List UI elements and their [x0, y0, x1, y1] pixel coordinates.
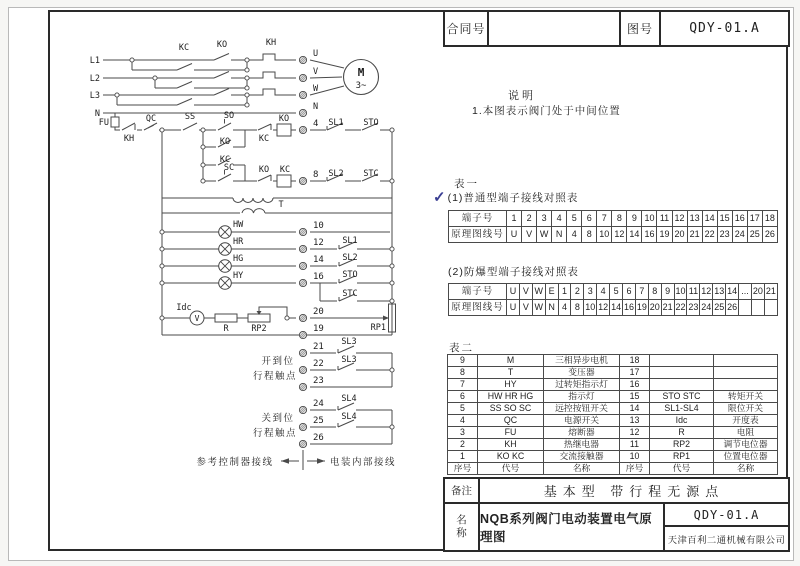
table-cell: 原理图线号: [449, 300, 507, 316]
caption-normal-terminals: (1)普通型端子接线对照表: [447, 192, 579, 204]
table-cell: 11: [620, 439, 650, 451]
table-cell: 10: [620, 451, 650, 463]
table-cell: 10: [674, 284, 687, 300]
table-cell: 21: [764, 284, 777, 300]
label-sl1-rung: SL1: [328, 118, 344, 128]
label-sl3-a: SL3: [341, 337, 357, 347]
label-stc-ind: STC: [342, 289, 358, 299]
table-cell: 26: [762, 227, 777, 243]
label-term-10: 10: [313, 221, 324, 231]
label-hg: HG: [233, 254, 244, 264]
label-term-23: 23: [313, 376, 324, 386]
table-cell: 序号: [620, 463, 650, 475]
table-cell: 端子号: [449, 284, 507, 300]
label-term-20: 20: [313, 307, 324, 317]
label-n-term: N: [313, 102, 319, 112]
label-kc-col: KC: [178, 43, 190, 53]
table-cell: 15: [620, 391, 650, 403]
motor-m-label: M: [357, 66, 365, 79]
table-cell: 19: [635, 300, 648, 316]
table-cell: 3: [537, 211, 552, 227]
table-cell: 20: [751, 284, 764, 300]
contract-no-value: [489, 12, 621, 45]
table-cell: Idc: [650, 415, 714, 427]
table-cell: 4: [558, 300, 571, 316]
table-cell: 12: [612, 227, 627, 243]
table-cell: 名称: [714, 463, 778, 475]
ex-terminal-table: [448, 283, 778, 316]
label-stc-rung: STC: [363, 169, 379, 179]
table-one-caption-normal-row: [433, 187, 578, 205]
table-cell: [714, 379, 778, 391]
table-cell: 14: [702, 211, 717, 227]
table-cell: 交流接触器: [544, 451, 620, 463]
label-hw: HW: [233, 220, 244, 230]
label-l2: L2: [89, 74, 100, 84]
drawing-no-label: 图号: [621, 12, 661, 45]
table-cell: 17: [747, 211, 762, 227]
name-label: 名称: [445, 504, 480, 550]
footer-title-block: [443, 477, 790, 552]
table-cell: FU: [478, 427, 544, 439]
lamp-hy: [219, 277, 232, 290]
table-cell: 9: [661, 284, 674, 300]
table-cell: SS SO SC: [478, 403, 544, 415]
label-ko-coil: KO: [278, 114, 290, 124]
table-cell: KO KC: [478, 451, 544, 463]
table-cell: 19: [657, 227, 672, 243]
table-cell: 6: [623, 284, 636, 300]
table-cell: 7: [448, 379, 478, 391]
table-cell: 25: [713, 300, 726, 316]
label-l3: L3: [89, 91, 100, 101]
table-cell: [650, 355, 714, 367]
table-cell: 限位开关: [714, 403, 778, 415]
table-cell: 6: [448, 391, 478, 403]
table-cell: 4: [597, 284, 610, 300]
table-cell: 16: [623, 300, 636, 316]
table-cell: 变压器: [544, 367, 620, 379]
table-cell: 8: [582, 227, 597, 243]
label-sl4-a: SL4: [341, 394, 357, 404]
label-sc: SC: [223, 163, 235, 173]
table-cell: 12: [620, 427, 650, 439]
table-cell: 三相异步电机: [544, 355, 620, 367]
table-one-label: 表一: [454, 178, 479, 190]
table-cell: 2: [522, 211, 537, 227]
notes-line-1: 1.本图表示阀门处于中间位置: [472, 105, 621, 117]
table-cell: W: [532, 300, 545, 316]
table-cell: T: [478, 367, 544, 379]
label-idc: Idc: [176, 303, 192, 313]
table-cell: V: [522, 227, 537, 243]
table-cell: 端子号: [449, 211, 507, 227]
table-cell: 12: [672, 211, 687, 227]
table-cell: R: [650, 427, 714, 439]
table-cell: 代号: [478, 463, 544, 475]
label-ko-seal: KO: [219, 137, 231, 147]
label-r: R: [223, 324, 229, 334]
table-cell: 17: [620, 367, 650, 379]
label-sl2-ind: SL2: [342, 253, 358, 263]
table-cell: 8: [448, 367, 478, 379]
table-cell: 原理图线号: [449, 227, 507, 243]
motor-symbol: [344, 60, 379, 95]
table-cell: 名称: [544, 463, 620, 475]
table-cell: 8: [612, 211, 627, 227]
table-cell: 18: [762, 211, 777, 227]
label-u: U: [313, 49, 319, 59]
table-cell: V: [519, 300, 532, 316]
label-term-14: 14: [313, 255, 324, 265]
table-cell: 10: [584, 300, 597, 316]
label-term-25: 25: [313, 416, 324, 426]
table-cell: 4: [567, 227, 582, 243]
drawing-no-value: QDY-01.A: [689, 21, 760, 36]
table-two-label: 表二: [449, 342, 474, 354]
table-cell: W: [532, 284, 545, 300]
table-cell: 开度表: [714, 415, 778, 427]
label-term-19: 19: [313, 324, 324, 334]
table-cell: 13: [620, 415, 650, 427]
label-term-22: 22: [313, 359, 324, 369]
label-open-position: 开到位: [261, 356, 295, 367]
table-cell: [714, 367, 778, 379]
product-name: NQB系列阀门电动装置电气原理图: [480, 504, 665, 550]
table-cell: 25: [747, 227, 762, 243]
table-cell: [714, 355, 778, 367]
table-cell: N: [552, 227, 567, 243]
label-kh-contact: KH: [123, 134, 135, 144]
motor-phase-label: 3~: [355, 81, 367, 91]
table-cell: HY: [478, 379, 544, 391]
label-kh-col: KH: [265, 38, 277, 48]
table-cell: [650, 367, 714, 379]
table-cell: 22: [702, 227, 717, 243]
table-cell: 3: [448, 427, 478, 439]
table-cell: E: [545, 284, 558, 300]
table-cell: HW HR HG: [478, 391, 544, 403]
table-cell: 16: [732, 211, 747, 227]
component-list-table: [447, 354, 778, 475]
table-cell: 转矩开关: [714, 391, 778, 403]
label-qc: QC: [145, 114, 157, 124]
table-cell: 熔断器: [544, 427, 620, 439]
label-hr: HR: [233, 237, 244, 247]
table-cell: 20: [648, 300, 661, 316]
table-cell: 24: [732, 227, 747, 243]
table-cell: 7: [635, 284, 648, 300]
label-sl3-b: SL3: [341, 355, 357, 365]
table-cell: 调节电位器: [714, 439, 778, 451]
lamp-hw: [219, 226, 232, 239]
terminal-strip: [299, 56, 306, 447]
table-cell: 1: [507, 211, 522, 227]
label-travel-contact-open: 行程触点: [252, 371, 298, 382]
table-cell: 23: [687, 300, 700, 316]
table-cell: KH: [478, 439, 544, 451]
normal-terminal-table: [448, 210, 778, 243]
table-cell: 位置电位器: [714, 451, 778, 463]
table-cell: 23: [717, 227, 732, 243]
table-cell: 14: [627, 227, 642, 243]
table-cell: N: [545, 300, 558, 316]
label-fu: FU: [98, 118, 109, 128]
label-hy: HY: [233, 271, 244, 281]
table-cell: 11: [657, 211, 672, 227]
label-term-24: 24: [313, 399, 324, 409]
lamp-hg: [219, 260, 232, 273]
table-cell: 15: [717, 211, 732, 227]
label-ko-interlock: KO: [258, 165, 270, 175]
table-cell: 热继电器: [544, 439, 620, 451]
meter-v-label: V: [194, 314, 200, 323]
table-cell: 8: [648, 284, 661, 300]
lamp-hr: [219, 243, 232, 256]
meter-symbol: [190, 311, 204, 325]
label-sto-ind: STO: [342, 270, 358, 280]
table-cell: M: [478, 355, 544, 367]
label-kc-interlock: KC: [258, 134, 270, 144]
label-ss: SS: [184, 112, 196, 122]
table-cell: 13: [687, 211, 702, 227]
table-cell: 9: [448, 355, 478, 367]
remark-label: 备注: [445, 479, 480, 502]
table-cell: 14: [610, 300, 623, 316]
label-v: V: [313, 67, 319, 77]
table-cell: 22: [674, 300, 687, 316]
table-cell: U: [507, 284, 520, 300]
table-cell: 1: [558, 284, 571, 300]
label-term-26: 26: [313, 433, 324, 443]
table-cell: 9: [627, 211, 642, 227]
table-cell: 10: [642, 211, 657, 227]
label-rp2: RP2: [251, 324, 267, 334]
caption-ex-terminals: (2)防爆型端子接线对照表: [448, 266, 579, 278]
label-legend-right: 电装内部接线: [329, 457, 397, 468]
table-cell: V: [519, 284, 532, 300]
company-name: 天津百利二通机械有限公司: [667, 534, 786, 545]
table-cell: [764, 300, 777, 316]
table-cell: 2: [448, 439, 478, 451]
legend-divider: [281, 450, 325, 470]
table-cell: 7: [597, 211, 612, 227]
table-cell: 11: [687, 284, 700, 300]
name-row: [445, 504, 788, 550]
table-cell: 12: [597, 300, 610, 316]
top-title-block: [443, 10, 790, 47]
label-term-16: 16: [313, 272, 324, 282]
table-cell: 12: [700, 284, 713, 300]
table-cell: RP1: [650, 451, 714, 463]
label-ko-col: KO: [216, 40, 228, 50]
table-cell: U: [507, 227, 522, 243]
table-cell: 电阻: [714, 427, 778, 439]
table-cell: 4: [552, 211, 567, 227]
label-w: W: [313, 84, 319, 94]
table-cell: 代号: [650, 463, 714, 475]
table-cell: 远控按钮开关: [544, 403, 620, 415]
schematic-labels: [90, 38, 396, 468]
label-t: T: [278, 200, 284, 210]
label-term-8: 8: [313, 170, 319, 180]
label-term-4: 4: [313, 119, 319, 129]
table-cell: 16: [620, 379, 650, 391]
remark-text: 基本型 带行程无源点: [543, 484, 725, 499]
table-cell: 14: [726, 284, 739, 300]
table-cell: 5: [567, 211, 582, 227]
table-cell: 4: [448, 415, 478, 427]
remark-row: [445, 479, 788, 504]
label-sl4-b: SL4: [341, 412, 357, 422]
table-cell: RP2: [650, 439, 714, 451]
table-cell: 过转矩指示灯: [544, 379, 620, 391]
contract-no-label: 合同号: [445, 12, 489, 45]
table-cell: 序号: [448, 463, 478, 475]
table-cell: 13: [713, 284, 726, 300]
label-sl1-ind: SL1: [342, 236, 358, 246]
label-sto-rung: STO: [363, 118, 379, 128]
table-cell: 10: [597, 227, 612, 243]
label-kc-coil: KC: [279, 165, 291, 175]
table-cell: 6: [582, 211, 597, 227]
control-circuit-wires: [111, 113, 392, 335]
table-cell: 21: [661, 300, 674, 316]
label-rp1: RP1: [370, 323, 386, 333]
table-cell: QC: [478, 415, 544, 427]
table-cell: 24: [700, 300, 713, 316]
label-term-12: 12: [313, 238, 324, 248]
footer-right-column: [665, 504, 788, 550]
table-cell: ...: [739, 284, 752, 300]
table-cell: [650, 379, 714, 391]
table-cell: 3: [584, 284, 597, 300]
label-kc-seal: KC: [219, 155, 231, 165]
notes-title: 说明: [508, 90, 536, 102]
label-n-left: N: [94, 109, 100, 119]
table-cell: STO STC: [650, 391, 714, 403]
table-cell: [739, 300, 752, 316]
table-cell: 电源开关: [544, 415, 620, 427]
table-cell: SL1-SL4: [650, 403, 714, 415]
table-cell: 2: [571, 284, 584, 300]
table-cell: 21: [687, 227, 702, 243]
table-cell: [751, 300, 764, 316]
table-cell: 5: [610, 284, 623, 300]
table-cell: W: [537, 227, 552, 243]
label-l1: L1: [89, 56, 100, 66]
check-icon: ✓: [433, 189, 446, 206]
table-cell: 18: [620, 355, 650, 367]
table-cell: 5: [448, 403, 478, 415]
table-cell: 16: [642, 227, 657, 243]
label-legend-left: 参考控制器接线: [196, 457, 274, 468]
power-circuit-wires: [103, 54, 344, 114]
table-cell: 14: [620, 403, 650, 415]
table-cell: 20: [672, 227, 687, 243]
table-cell: 指示灯: [544, 391, 620, 403]
label-travel-contact-close: 行程触点: [252, 428, 298, 439]
table-cell: 1: [448, 451, 478, 463]
footer-drawing-no: QDY-01.A: [665, 504, 788, 527]
table-cell: 26: [726, 300, 739, 316]
label-so: SO: [223, 111, 235, 121]
label-sl2-rung: SL2: [328, 169, 344, 179]
label-close-position: 关到位: [261, 413, 295, 424]
table-cell: 8: [571, 300, 584, 316]
label-term-21: 21: [313, 342, 324, 352]
table-cell: U: [507, 300, 520, 316]
